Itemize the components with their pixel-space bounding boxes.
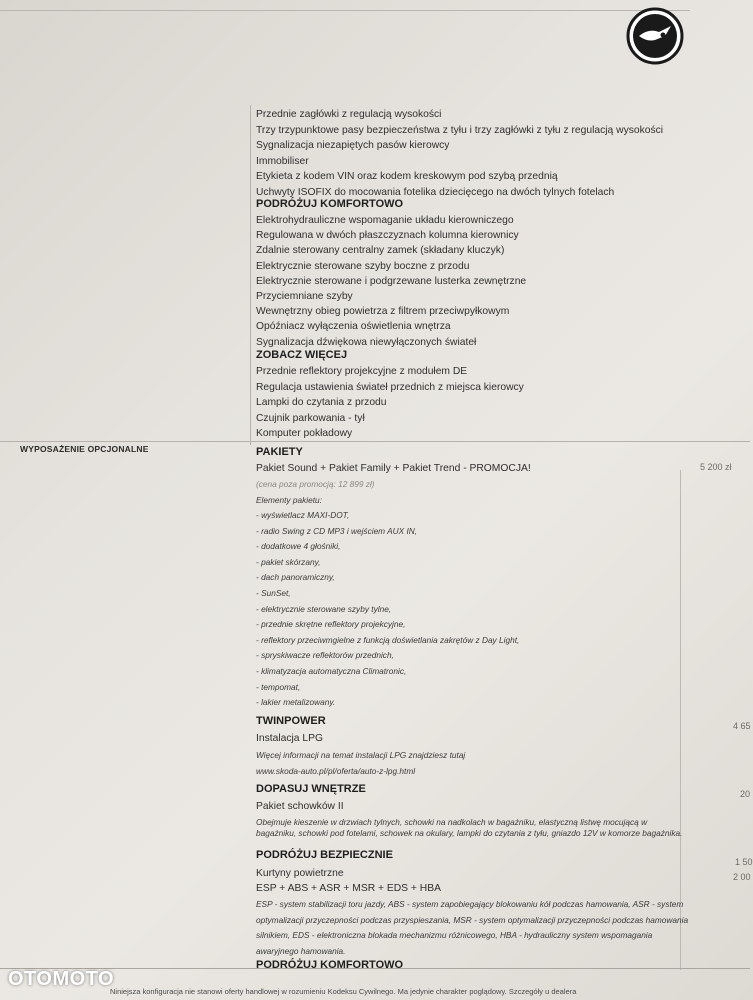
pakiet-element: - przednie skrętne reflektory projekcyjne, <box>256 619 406 630</box>
esp-desc-line: optymalizacji przyczepności podczas przyspieszania, MSR - system optymalizacji przyczepności podczas hamowania <box>256 914 689 925</box>
kurtyny-price: 1 50 <box>735 857 753 867</box>
wnetrze-desc-1: Obejmuje kieszenie w drzwiach tylnych, schowki na nadkolach w bagażniku, elastyczną listwę mocującą w <box>256 817 648 827</box>
standard-item: Elektrohydrauliczne wspomaganie układu kierowniczego <box>256 215 514 226</box>
pakiet-element: - pakiet skórzany, <box>256 556 321 567</box>
pakiet-element: - radio Swing z CD MP3 i wejściem AUX IN, <box>256 525 418 536</box>
kurtyny-title: Kurtyny powietrzne <box>256 868 344 879</box>
heading-bezpiecznie: PODRÓŻUJ BEZPIECZNIE <box>256 849 393 861</box>
pakiet-title: Pakiet Sound + Pakiet Family + Pakiet Trend - PROMOCJA! <box>256 463 531 474</box>
standard-item: Immobiliser <box>256 155 309 167</box>
heading-komfort: PODRÓŻUJ KOMFORTOWO <box>256 198 404 210</box>
wnetrze-desc-2: bagażniku, schowki pod fotelami, schowek na okulary, lampki do czytania z tyłu, gniazdo 12V w komorze bagażnika. <box>256 828 683 838</box>
wnetrze-title: Pakiet schowków II <box>256 801 344 812</box>
twinpower-title: Instalacja LPG <box>256 733 323 744</box>
heading-komfort-2: PODRÓŻUJ KOMFORTOWO <box>256 959 404 971</box>
standard-item: Sygnalizacja niezapiętych pasów kierowcy <box>256 140 450 151</box>
heading-twinpower: TWINPOWER <box>256 715 326 727</box>
standard-item: Zdalnie sterowany centralny zamek (składany kluczyk) <box>256 245 505 257</box>
standard-item: Regulacja ustawienia świateł przednich z miejsca kierowcy <box>256 381 524 393</box>
standard-item: Elektrycznie sterowane szyby boczne z przodu <box>256 260 470 272</box>
standard-item: Czujnik parkowania - tył <box>256 412 365 424</box>
standard-item: Lampki do czytania z przodu <box>256 397 387 408</box>
standard-item: Regulowana w dwóch płaszczyznach kolumna kierownicy <box>256 230 519 242</box>
pakiet-element: - lakier metalizowany. <box>256 697 336 708</box>
heading-pakiety: PAKIETY <box>256 446 303 458</box>
standard-item: Opóźniacz wyłączenia oświetlenia wnętrza <box>256 321 451 333</box>
heading-zobacz-wiecej: ZOBACZ WIĘCEJ <box>256 349 348 361</box>
skoda-logo-icon <box>625 6 685 66</box>
section-label-optional: WYPOSAŻENIE OPCJONALNE <box>20 444 149 454</box>
pakiet-element: - elektrycznie sterowane szyby tylne, <box>256 603 392 614</box>
section-divider <box>0 441 750 442</box>
esp-title: ESP + ABS + ASR + MSR + EDS + HBA <box>256 883 441 894</box>
standard-item: Przednie zagłówki z regulacją wysokości <box>256 109 442 120</box>
standard-item: Przyciemniane szyby <box>256 291 353 302</box>
esp-desc-line: ESP - system stabilizacji toru jazdy, ABS - system zapobiegający blokowaniu kół podczas hamowania, ASR - system <box>256 899 684 909</box>
standard-item: Wewnętrzny obieg powietrza z filtrem przeciwpyłkowym <box>256 306 510 318</box>
twinpower-link[interactable]: www.skoda-auto.pl/pl/oferta/auto-z-lpg.html <box>256 766 416 776</box>
esp-desc-line: awaryjnego hamowania. <box>256 945 346 956</box>
header-line <box>0 10 690 101</box>
standard-item: Komputer pokładowy <box>256 428 353 439</box>
footer-disclaimer: Niniejsza konfiguracja nie stanowi oferty handlowej w rozumieniu Kodeksu Cywilnego. Ma jedynie charakter poglądowy. Szczegóły u dealera <box>110 987 577 996</box>
pakiet-elements-title: Elementy pakietu: <box>256 495 322 505</box>
pakiet-element: - reflektory przeciwmgielne z funkcją doświetlania zakrętów z Day Light, <box>256 634 520 645</box>
otomoto-watermark: OTOMOTO <box>8 968 115 990</box>
standard-item: Elektrycznie sterowane i podgrzewane lusterka zewnętrzne <box>256 275 527 287</box>
esp-price: 2 00 <box>733 872 751 882</box>
pakiet-element: - dach panoramiczny, <box>256 572 335 583</box>
twinpower-note: Więcej informacji na temat instalacji LPG znajdziesz tutaj <box>256 750 466 760</box>
pakiet-element: - tempomat, <box>256 681 301 692</box>
pakiet-old-price: (cena poza promocją: 12 899 zł) <box>256 479 375 489</box>
standard-item: Trzy trzypunktowe pasy bezpieczeństwa z tyłu i trzy zagłówki z tyłu z regulacją wysokości <box>256 124 664 136</box>
twinpower-price: 4 65 <box>733 721 751 731</box>
standard-item: Przednie reflektory projekcyjne z modułem DE <box>256 366 468 377</box>
pakiet-price: 5 200 zł <box>700 462 732 472</box>
pakiet-element: - dodatkowe 4 głośniki, <box>256 541 341 552</box>
heading-wnetrze: DOPASUJ WNĘTRZE <box>256 783 366 795</box>
esp-desc-line: silnikiem, EDS - elektroniczna blokada mechanizmu różnicowego, HBA - hydrauliczny system wspomagania <box>256 930 653 940</box>
standard-item: Uchwyty ISOFIX do mocowania fotelika dziecięcego na dwóch tylnych fotelach <box>256 186 615 198</box>
pakiet-element: - spryskiwacze reflektorów przednich, <box>256 650 394 661</box>
standard-item: Etykieta z kodem VIN oraz kodem kreskowym pod szybą przednią <box>256 171 558 182</box>
column-divider <box>250 105 251 445</box>
pakiet-element: - wyświetlacz MAXI-DOT, <box>256 510 350 520</box>
wnetrze-price: 20 <box>740 789 751 799</box>
pakiet-element: - SunSet, <box>256 588 291 598</box>
standard-item: Sygnalizacja dźwiękowa niewyłączonych świateł <box>256 336 477 348</box>
pakiet-element: - klimatyzacja automatyczna Climatronic, <box>256 666 407 676</box>
price-column-divider <box>680 470 681 970</box>
